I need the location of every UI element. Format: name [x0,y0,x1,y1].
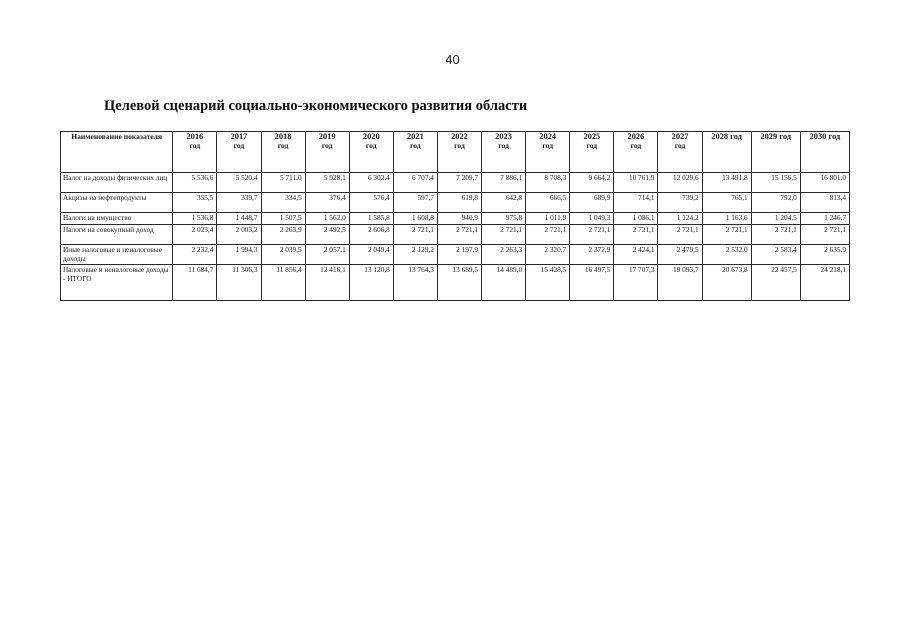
column-header-year: 2023 год [482,132,526,173]
table-cell: 2 492,5 [305,225,349,245]
table-row [61,213,850,225]
column-header-year: 2022 год [437,132,481,173]
table-cell: 355,5 [173,193,217,213]
table-cell: 765,1 [702,193,751,213]
table-cell: 2 721,1 [437,225,481,245]
table-cell: 15 156,5 [751,173,800,193]
table-cell: 2 721,1 [482,225,526,245]
column-header-year: 2029 год [751,132,800,173]
table-cell: 11 856,4 [261,265,305,301]
table-cell: 1 163,6 [702,213,751,225]
table-cell: 2 721,1 [570,225,614,245]
table-cell: 2 232,4 [173,245,217,265]
table-cell: 2 479,5 [658,245,702,265]
table-cell: 642,8 [482,193,526,213]
table-cell: 2 372,9 [570,245,614,265]
table-cell: 376,4 [305,193,349,213]
table-cell: 739,2 [658,193,702,213]
table-cell: 11 306,3 [217,265,261,301]
table-cell: 6 707,4 [393,173,437,193]
table-cell: 6 302,4 [349,173,393,193]
table-cell: 2 721,1 [614,225,658,245]
table-cell: 2 057,1 [305,245,349,265]
table-cell: 2 129,2 [393,245,437,265]
table-cell: 7 209,7 [437,173,481,193]
table-cell: 666,5 [526,193,570,213]
table-cell: 2 721,1 [800,225,849,245]
table-cell: 2 039,5 [261,245,305,265]
column-header-year: 2019 год [305,132,349,173]
table-row [61,225,850,245]
table-cell: 2 721,1 [751,225,800,245]
column-header-year: 2024 год [526,132,570,173]
column-header-year: 2030 год [800,132,849,173]
table-cell: 11 684,7 [173,265,217,301]
table-cell: 15 428,5 [526,265,570,301]
table-cell: 10 761,9 [614,173,658,193]
column-header-year: 2020 год [349,132,393,173]
table-cell: 334,5 [261,193,305,213]
table-cell: 2 721,1 [393,225,437,245]
table-cell: 714,1 [614,193,658,213]
column-header-year: 2021 год [393,132,437,173]
table-cell: 14 489,0 [482,265,526,301]
column-header-year: 2025 год [570,132,614,173]
table-cell: 16 801,0 [800,173,849,193]
column-header-year: 2016 год [173,132,217,173]
table-cell: 16 497,5 [570,265,614,301]
column-header-year: 2017 год [217,132,261,173]
table-cell: 1 536,8 [173,213,217,225]
table-cell: 1 585,8 [349,213,393,225]
table-cell: 2 197,9 [437,245,481,265]
page-number: 40 [445,52,460,67]
column-header-year: 2027 год [658,132,702,173]
table-cell: 8 708,3 [526,173,570,193]
row-label: Акцизы на нефтепродукты [61,193,173,213]
table-cell: 2 023,4 [173,225,217,245]
table-cell: 1 086,1 [614,213,658,225]
table-cell: 22 457,5 [751,265,800,301]
table-cell: 2 532,0 [702,245,751,265]
table-cell: 2 635,9 [800,245,849,265]
table-cell: 2 263,9 [261,225,305,245]
table-cell: 12 416,1 [305,265,349,301]
column-header-name: Наименование показателя [61,132,173,173]
column-header-year: 2028 год [702,132,751,173]
table-cell: 13 120,8 [349,265,393,301]
table-cell: 1 246,7 [800,213,849,225]
table-cell: 792,0 [751,193,800,213]
table-cell: 2 583,4 [751,245,800,265]
table-cell: 2 263,3 [482,245,526,265]
row-label: Налоги на совокупный доход [61,225,173,245]
table-cell: 5 928,1 [305,173,349,193]
column-header-year: 2018 год [261,132,305,173]
table-cell: 2 721,1 [702,225,751,245]
table-cell: 9 664,2 [570,173,614,193]
row-label: Налоги на имущество [61,213,173,225]
table-cell: 813,4 [800,193,849,213]
table-header-row [61,132,850,173]
table-cell: 1 507,5 [261,213,305,225]
table-cell: 17 707,3 [614,265,658,301]
revenue-table [60,131,850,301]
document-title: Целевой сценарий социально-экономического развития области [104,98,528,114]
table-cell: 1 124,2 [658,213,702,225]
table-cell: 1 994,3 [217,245,261,265]
table-cell: 12 029,6 [658,173,702,193]
table-row [61,173,850,193]
table-cell: 19 093,7 [658,265,702,301]
table-cell: 1 608,8 [393,213,437,225]
table-cell: 2 721,1 [526,225,570,245]
table-row [61,245,850,265]
table-row [61,265,850,301]
table-cell: 339,7 [217,193,261,213]
row-label: Налог на доходы физических лиц [61,173,173,193]
table-cell: 1 204,5 [751,213,800,225]
table-cell: 24 218,1 [800,265,849,301]
table-cell: 1 562,0 [305,213,349,225]
table-cell: 2 721,1 [658,225,702,245]
table-row [61,193,850,213]
table-cell: 2 049,4 [349,245,393,265]
table-cell: 940,9 [437,213,481,225]
row-label: Иные налоговые и неналоговые доходы [61,245,173,265]
table-cell: 2 424,1 [614,245,658,265]
table-cell: 689,9 [570,193,614,213]
table-cell: 5 536,6 [173,173,217,193]
table-cell: 1 011,9 [526,213,570,225]
table-cell: 2 606,8 [349,225,393,245]
table-cell: 1 049,3 [570,213,614,225]
table-cell: 20 673,8 [702,265,751,301]
table-cell: 975,8 [482,213,526,225]
table-cell: 576,4 [349,193,393,213]
table-cell: 619,8 [437,193,481,213]
table-cell: 13 689,5 [437,265,481,301]
table-cell: 1 448,7 [217,213,261,225]
table-cell: 5 711,0 [261,173,305,193]
column-header-year: 2026 год [614,132,658,173]
table-cell: 7 886,1 [482,173,526,193]
table-cell: 2 320,7 [526,245,570,265]
row-label: Налоговые и неналоговые доходы - ИТОГО [61,265,173,301]
table-cell: 5 520,4 [217,173,261,193]
table-cell: 13 491,8 [702,173,751,193]
table-cell: 597,7 [393,193,437,213]
table-cell: 13 764,3 [393,265,437,301]
table-cell: 2 003,2 [217,225,261,245]
